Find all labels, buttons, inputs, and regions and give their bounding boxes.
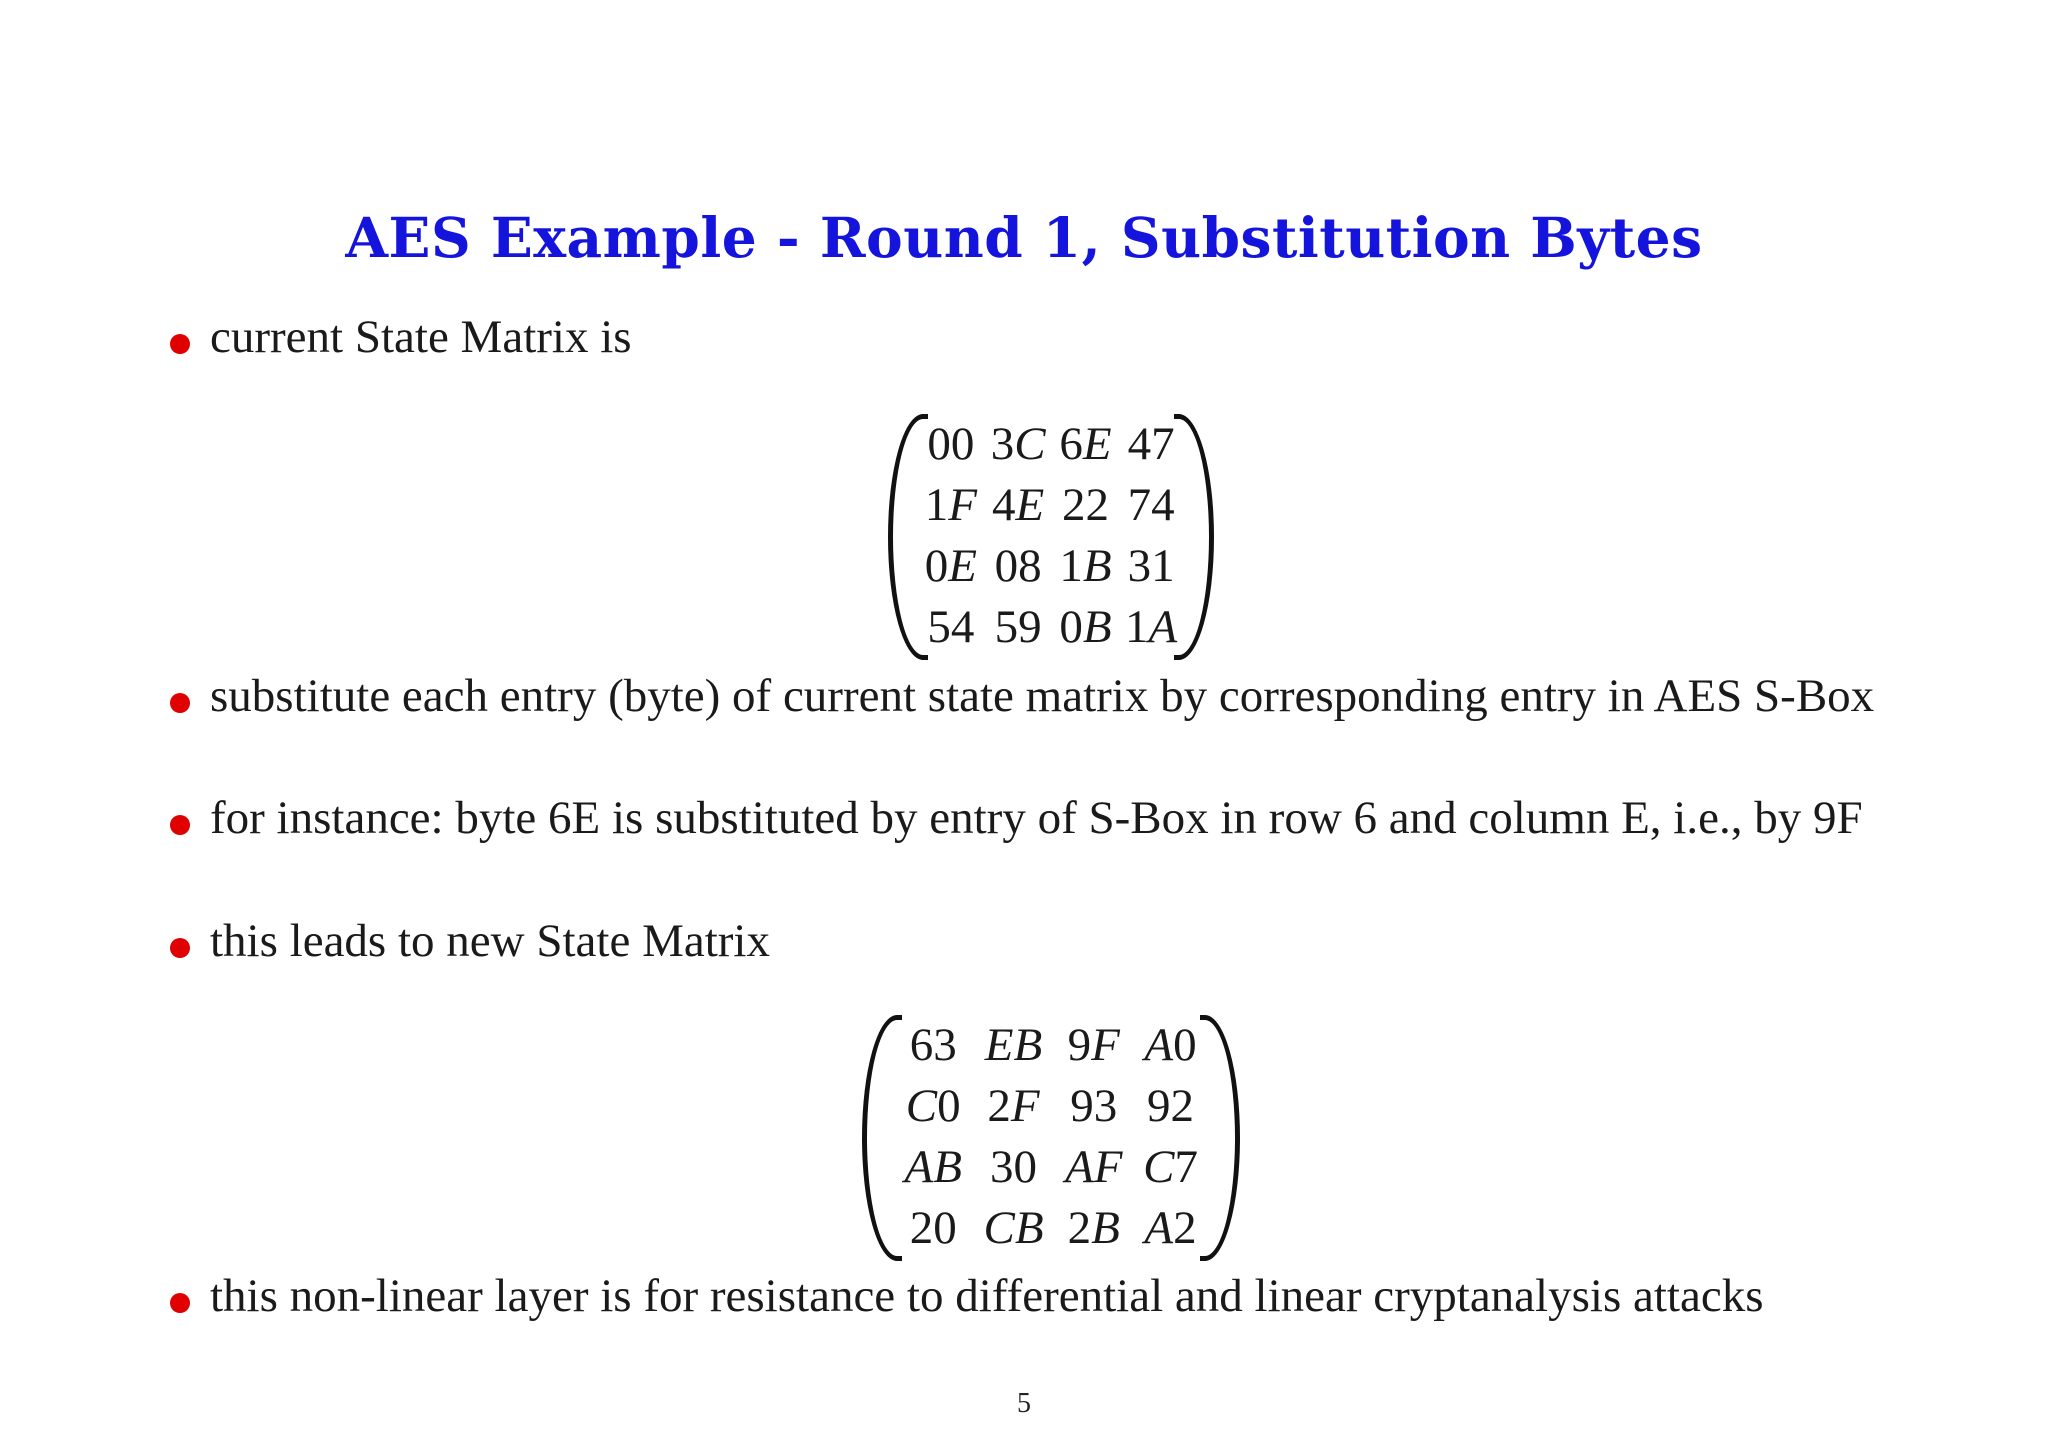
matrix-row [894, 1076, 1208, 1137]
matrix-cell: 0B [1059, 601, 1112, 653]
matrix-row [894, 1015, 1208, 1076]
matrix-cell: 1F [924, 479, 977, 531]
bullet-text: for instance: byte 6E is substituted by entry of S-Box in row 6 and column E, i.e., by 9F [210, 792, 1863, 844]
matrix-cell: 92 [1147, 1080, 1194, 1132]
matrix-cell: 0E [924, 540, 977, 592]
matrix-grid [894, 1015, 1208, 1259]
matrix-grid [918, 414, 1184, 658]
matrix-cell: AF [1065, 1141, 1123, 1193]
matrix-row [894, 1137, 1208, 1198]
matrix-cell: 74 [1127, 479, 1175, 531]
bullet-dot-icon [170, 693, 190, 713]
matrix-cell: C0 [905, 1080, 961, 1132]
matrix-cell: CB [983, 1202, 1044, 1254]
matrix-cell: 08 [994, 540, 1042, 592]
bullet-item [170, 1265, 1890, 1327]
bullet-item [170, 787, 1890, 849]
matrix-cell: 1A [1125, 601, 1178, 653]
matrix-row [894, 1198, 1208, 1259]
matrix-cell: AB [904, 1141, 962, 1193]
matrix-cell: EB [984, 1019, 1043, 1071]
page-number: 5 [1017, 1388, 1031, 1419]
slide-title: AES Example - Round 1, Substitution Bytes [345, 205, 1703, 270]
bullet-dot-icon [170, 1293, 190, 1313]
bullet-item [170, 910, 1890, 972]
matrix-row [918, 475, 1184, 536]
new-state-matrix [862, 1015, 1240, 1261]
bullet-dot-icon [170, 334, 190, 354]
matrix-cell: C7 [1143, 1141, 1198, 1193]
bullet-text: current State Matrix is [210, 311, 632, 363]
matrix-cell: A0 [1144, 1019, 1197, 1071]
bullet-dot-icon [170, 938, 190, 958]
bullet-item [170, 665, 1890, 727]
matrix-cell: 47 [1127, 418, 1175, 470]
matrix-cell: 4E [992, 479, 1045, 531]
current-state-matrix [888, 414, 1214, 660]
matrix-cell: 54 [927, 601, 975, 653]
matrix-cell: 20 [909, 1202, 957, 1254]
matrix-cell: 9F [1067, 1019, 1120, 1071]
matrix-cell: 3C [990, 418, 1046, 470]
matrix-row [918, 597, 1184, 658]
matrix-cell: 30 [990, 1141, 1037, 1193]
matrix-row [918, 536, 1184, 597]
bullet-text: substitute each entry (byte) of current state matrix by corresponding entry in AES S-Box [210, 670, 1875, 722]
bullet-dot-icon [170, 815, 190, 835]
matrix-cell: 22 [1061, 479, 1109, 531]
matrix-row [918, 414, 1184, 475]
matrix-cell: 1B [1059, 540, 1112, 592]
matrix-cell: 00 [927, 418, 975, 470]
matrix-cell: A2 [1144, 1202, 1197, 1254]
matrix-cell: 2B [1067, 1202, 1120, 1254]
matrix-cell: 63 [909, 1019, 957, 1071]
matrix-cell: 31 [1127, 540, 1175, 592]
matrix-cell: 6E [1059, 418, 1112, 470]
bullet-text: this leads to new State Matrix [210, 915, 770, 967]
bullet-text: this non-linear layer is for resistance to differential and linear cryptanalysis attacks [210, 1270, 1764, 1322]
matrix-cell: 2F [987, 1080, 1040, 1132]
bullet-item [170, 306, 1890, 368]
matrix-cell: 93 [1070, 1080, 1118, 1132]
matrix-cell: 59 [994, 601, 1042, 653]
